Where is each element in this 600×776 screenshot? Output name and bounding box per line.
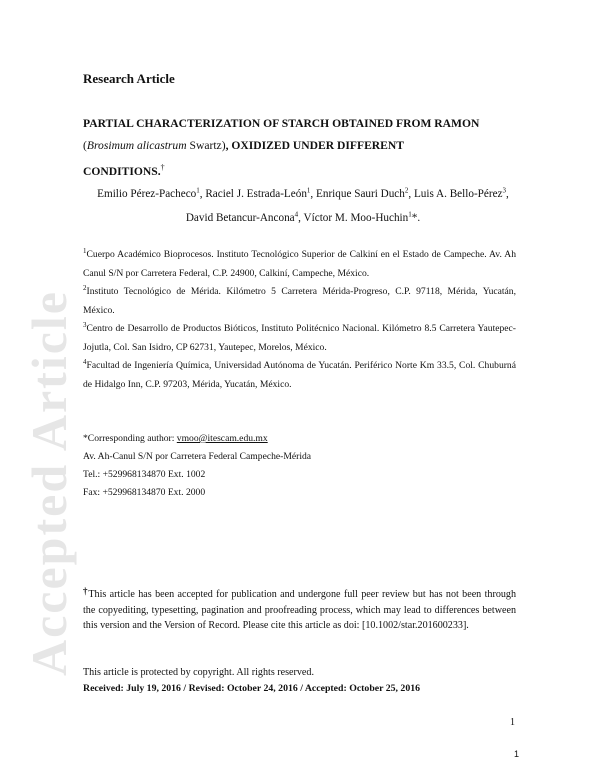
corresponding-author-block [83,430,311,502]
title-line-3: CONDITIONS.† [83,163,165,178]
title-dagger: † [160,163,165,172]
page-number-footer: 1 [514,749,520,759]
copyright-notice: This article is protected by copyright. All rights reserved. [83,667,314,678]
email-link[interactable]: vmoo@itescam.edu.mx [176,433,268,444]
author: Enrique Sauri Duch$^2$, [316,186,414,200]
corresponding-author-line: *Corresponding author: vmoo@itescam.edu.mx [83,433,268,444]
author: Raciel J. Estrada-León$^1$, [205,186,317,200]
contact-address: Av. Ah-Canul S/N por Carretera Federal Campeche-Mérida [83,451,312,462]
paper-title [83,113,523,183]
species-name: Brosimum alicastrum [86,139,187,152]
affiliation-1: $^1$Cuerpo Académico Bioprocesos. Instituto Tecnológico Superior de Calkiní en el Estado de Campeche. Av. Ah Canul S/N por Carretera Federal, C.P. 24900, Calkiní, Campeche, México. [83,247,516,279]
title-line-2-rest: , OXIDIZED UNDER DIFFERENT [225,139,405,152]
accepted-article-watermark: Accepted Article [21,289,77,676]
note-text: This article has been accepted for publication and undergone full peer review but has not been through the copyediting, typesetting, pagination and proofreading process, which may lead to differences between this version and the Version of Record. Please cite this article as doi: [10.1002/star.201600233]. [83,589,517,631]
affiliation-4: $^4$Facultad de Ingeniería Química, Universidad Autónoma de Yucatán. Periférico Norte Km 33.5, Col. Chuburná de Hidalgo Inn, C.P. 97203, Mérida, Yucatán, México. [83,358,516,390]
article-type-heading: Research Article [83,71,175,86]
affiliation-2: $^2$Instituto Tecnológico de Mérida. Kilómetro 5 Carretera Mérida-Progreso, C.P. 97118, Mérida, Yucatán, México. [83,284,516,316]
acceptance-note [83,584,516,634]
author: Víctor M. Moo-Huchin$^1$*. [303,210,421,225]
author: Luis A. Bello-Pérez$^3$, [413,186,509,200]
species-authority: Swartz) [186,139,226,152]
author: Emilio Pérez-Pacheco$^1$, [97,186,206,200]
contact-fax: Fax: +529968134870 Ext. 2000 [83,487,206,498]
contact-tel: Tel.: +529968134870 Ext. 1002 [83,469,206,480]
author: David Betancur-Ancona$^4$, [185,210,304,225]
affiliation-3: $^3$Centro de Desarrollo de Productos Bióticos, Instituto Politécnico Nacional. Kilómetro 8.5 Carretera Yautepec-Jojutla, Col. San Isidro, CP 62731, Yautepec, Morelos, México. [83,321,516,353]
page-number: 1 [510,717,515,728]
note-dagger: † [83,586,89,596]
title-line-2: (Brosimum alicastrum Swartz), OXIDIZED UNDER DIFFERENT [83,139,405,152]
author-list [83,180,523,229]
title-line-1: PARTIAL CHARACTERIZATION OF STARCH OBTAINED FROM RAMON [83,117,480,130]
received-dates: Received: July 19, 2016 / Revised: October 24, 2016 / Accepted: October 25, 2016 [83,683,421,694]
